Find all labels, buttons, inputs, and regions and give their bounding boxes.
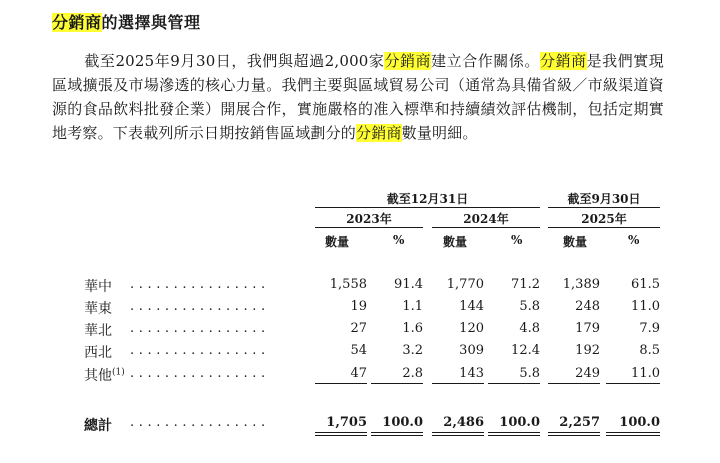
col-header-count-2025: 數量 <box>563 235 588 249</box>
para-highlight-3: 分銷商 <box>356 124 402 142</box>
subtotal-rule <box>606 383 660 384</box>
cell-pct-2024: 12.4 <box>511 343 540 358</box>
cell-count-2024: 1,770 <box>446 277 484 292</box>
subtotal-rule <box>488 383 540 384</box>
cell-count-2025: 248 <box>575 299 600 314</box>
group-header-september: 截至9月30日 <box>567 192 641 206</box>
group-rule-september <box>548 207 660 208</box>
row-label <box>84 320 112 340</box>
cell-pct-2024: 5.8 <box>519 366 540 381</box>
heading-rest: 的選擇與管理 <box>101 13 201 32</box>
subtotal-rule <box>432 383 484 384</box>
cell-count-2025: 1,389 <box>562 277 600 292</box>
subtotal-rule <box>371 383 423 384</box>
row-label <box>84 342 112 362</box>
total-label: 總計 <box>84 418 112 434</box>
cell-count-2025: 249 <box>575 366 600 381</box>
row-label-text: 華東 <box>84 301 112 317</box>
cell-pct-2023: 91.4 <box>394 277 423 292</box>
cell-count-2024: 309 <box>459 343 484 358</box>
para-text-2: 建立合作關係。 <box>431 52 540 70</box>
row-label <box>84 298 112 318</box>
total-count-2025: 2,257 <box>559 415 600 430</box>
year-header-2023: 2023年 <box>346 212 392 226</box>
para-highlight-1: 分銷商 <box>384 52 432 70</box>
cell-pct-2025: 11.0 <box>631 299 660 314</box>
para-highlight-2: 分銷商 <box>539 52 587 70</box>
total-pct-2024: 100.0 <box>499 415 540 430</box>
cell-pct-2025: 11.0 <box>631 366 660 381</box>
cell-pct-2023: 2.8 <box>402 366 423 381</box>
cell-pct-2024: 5.8 <box>519 299 540 314</box>
cell-count-2023: 47 <box>350 366 367 381</box>
cell-count-2023: 54 <box>350 343 367 358</box>
group-rule-december <box>315 207 540 208</box>
cell-count-2024: 144 <box>459 299 484 314</box>
total-double-rule <box>432 432 484 436</box>
cell-count-2024: 143 <box>459 366 484 381</box>
row-label <box>84 365 125 385</box>
dot-leader: ................ <box>130 366 270 381</box>
total-pct-2023: 100.0 <box>382 415 423 430</box>
col-header-count-2024: 數量 <box>443 235 468 249</box>
cell-count-2023: 27 <box>350 321 367 336</box>
cell-count-2023: 19 <box>350 299 367 314</box>
cell-pct-2025: 61.5 <box>631 277 660 292</box>
cell-pct-2024: 4.8 <box>519 321 540 336</box>
row-label-text: 西北 <box>84 345 112 361</box>
cell-pct-2025: 7.9 <box>639 321 660 336</box>
col-header-pct-2024: % <box>511 233 523 247</box>
footnote-marker: (1) <box>112 367 125 378</box>
cell-count-2025: 192 <box>575 343 600 358</box>
para-text-4: 數量明細。 <box>401 124 478 142</box>
subtotal-rule <box>315 383 367 384</box>
cell-count-2023: 1,558 <box>329 277 367 292</box>
cell-pct-2023: 1.6 <box>402 321 423 336</box>
row-label <box>84 276 112 296</box>
para-text-3: 是我們實現區域擴張及市場滲透的核心力量。我們主要與區域貿易公司（通常為具備省級／市級渠道資源的食品飲料批發企業）開展合作，實施嚴格的准入標準和持續績效評估機制，包括定期實地考察。下表載列所示日期按銷售區域劃分的 <box>52 52 664 142</box>
year-header-2024: 2024年 <box>463 212 509 226</box>
total-double-rule <box>315 432 367 436</box>
heading-highlight: 分銷商 <box>52 13 102 32</box>
cell-count-2024: 120 <box>459 321 484 336</box>
year-header-2025: 2025年 <box>581 212 627 226</box>
total-pct-2025: 100.0 <box>619 415 660 430</box>
total-count-2023: 1,705 <box>326 415 367 430</box>
total-double-rule <box>371 432 423 436</box>
total-double-rule <box>488 432 540 436</box>
year-rule-2025 <box>548 227 660 228</box>
dot-leader: ................ <box>130 321 270 336</box>
subtotal-rule <box>548 383 600 384</box>
cell-count-2025: 179 <box>575 321 600 336</box>
total-double-rule <box>548 432 600 436</box>
dot-leader: ................ <box>130 277 270 292</box>
cell-pct-2025: 8.5 <box>639 343 660 358</box>
year-rule-2023 <box>315 227 423 228</box>
total-double-rule <box>606 432 660 436</box>
cell-pct-2024: 71.2 <box>511 277 540 292</box>
row-label-text: 其他 <box>84 368 112 384</box>
total-count-2024: 2,486 <box>443 415 484 430</box>
row-label-text: 華中 <box>84 279 112 295</box>
para-text-1: 截至2025年9月30日，我們與超過2,000家 <box>84 52 385 70</box>
dot-leader: ................ <box>130 343 270 358</box>
col-header-pct-2023: % <box>393 233 405 247</box>
col-header-pct-2025: % <box>628 233 640 247</box>
row-label-text: 華北 <box>84 323 112 339</box>
cell-pct-2023: 1.1 <box>402 299 423 314</box>
total-dot-leader: ................ <box>130 415 270 430</box>
dot-leader: ................ <box>130 299 270 314</box>
group-header-december: 截至12月31日 <box>386 192 469 206</box>
cell-pct-2023: 3.2 <box>402 343 423 358</box>
col-header-count-2023: 數量 <box>325 235 350 249</box>
year-rule-2024 <box>432 227 540 228</box>
